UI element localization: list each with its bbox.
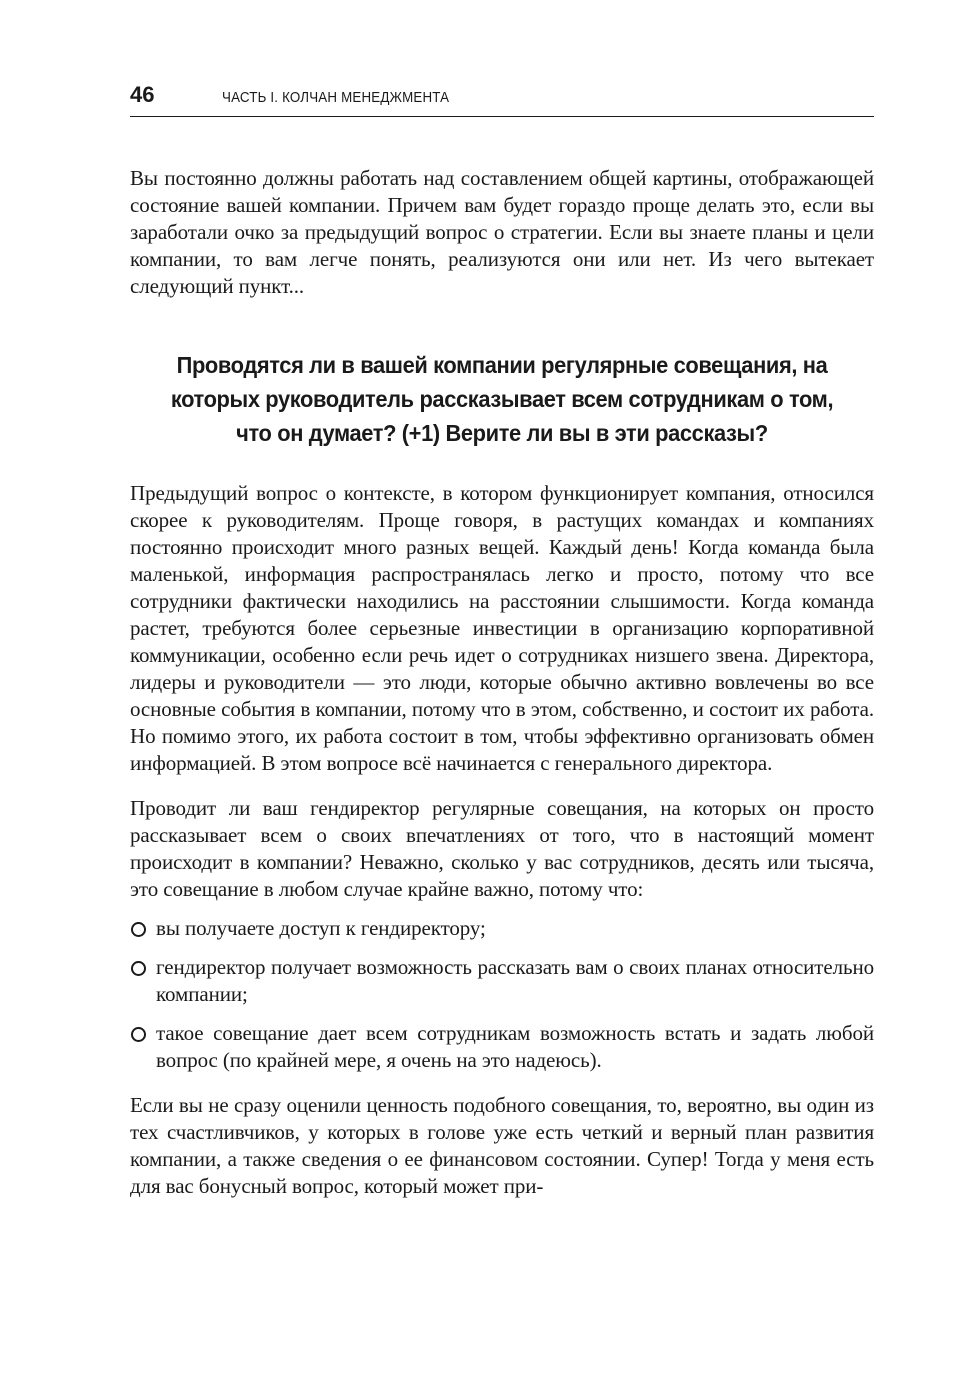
bullet-list xyxy=(130,915,874,1074)
list-item xyxy=(130,915,874,942)
list-item-text: вы получаете доступ к гендиректору; xyxy=(156,916,486,940)
body-paragraph: Предыдущий вопрос о контексте, в котором функционирует компания, относился скорее к руководителям. Проще говоря, в растущих командах и компаниях постоянно происходит много разных вещей. Каждый день! Когда команда была маленькой, информация распространялась легко и просто, потому что все сотрудники фактически находились на расстоянии слышимости. Когда команда растет, требуются более серьезные инвестиции в организацию корпоративной коммуникации, особенно если речь идет о сотрудниках низшего звена. Директора, лидеры и руководители — это люди, которые обычно активно вовлечены во все основные события в компании, потому что в этом, собственно, и состоит их работа. Но помимо этого, их работа состоит в том, чтобы эффективно организовать обмен информацией. В этом вопросе всё начинается с генерального директора. xyxy=(130,481,874,775)
intro-paragraph: Вы постоянно должны работать над составлением общей картины, отображающей состояние вашей компании. Причем вам будет гораздо проще делать это, если вы заработали очко за предыдущий вопрос о стратегии. Если вы знаете планы и цели компании, то вам легче понять, реализуются они или нет. Из чего вытекает следующий пункт... xyxy=(130,166,874,298)
body-paragraph: Если вы не сразу оценили ценность подобного совещания, то, вероятно, вы один из тех счастливчиков, у которых в голове уже есть четкий и верный план развития компании, а также сведения о ее финансовом состоянии. Супер! Тогда у меня есть для вас бонусный вопрос, который может при- xyxy=(130,1093,874,1198)
body-paragraph: Проводит ли ваш гендиректор регулярные совещания, на которых он просто рассказывает всем о своих впечатлениях от того, что в настоящий момент происходит в компании? Неважно, сколько у вас сотрудников, десять или тысяча, это совещание в любом случае крайне важно, потому что: xyxy=(130,796,874,901)
list-item xyxy=(130,954,874,1008)
list-item-text: гендиректор получает возможность рассказать вам о своих планах относительно компании; xyxy=(156,955,874,1006)
list-item-text: такое совещание дает всем сотрудникам возможность встать и задать любой вопрос (по крайней мере, я очень на это надеюсь). xyxy=(156,1021,874,1072)
circle-bullet-icon xyxy=(130,915,156,942)
circle-bullet-icon xyxy=(130,1020,156,1047)
section-heading: Проводятся ли в вашей компании регулярные совещания, на которых руководитель рассказывает всем сотрудникам о том, что он думает? (+1) Верите ли вы в эти рассказы? xyxy=(170,352,834,446)
book-page xyxy=(130,82,874,1200)
running-title: ЧАСТЬ I. КОЛЧАН МЕНЕДЖМЕНТА xyxy=(222,90,450,106)
page-number: 46 xyxy=(130,82,155,107)
list-item xyxy=(130,1020,874,1074)
circle-bullet-icon xyxy=(130,954,156,981)
running-header xyxy=(130,82,874,117)
